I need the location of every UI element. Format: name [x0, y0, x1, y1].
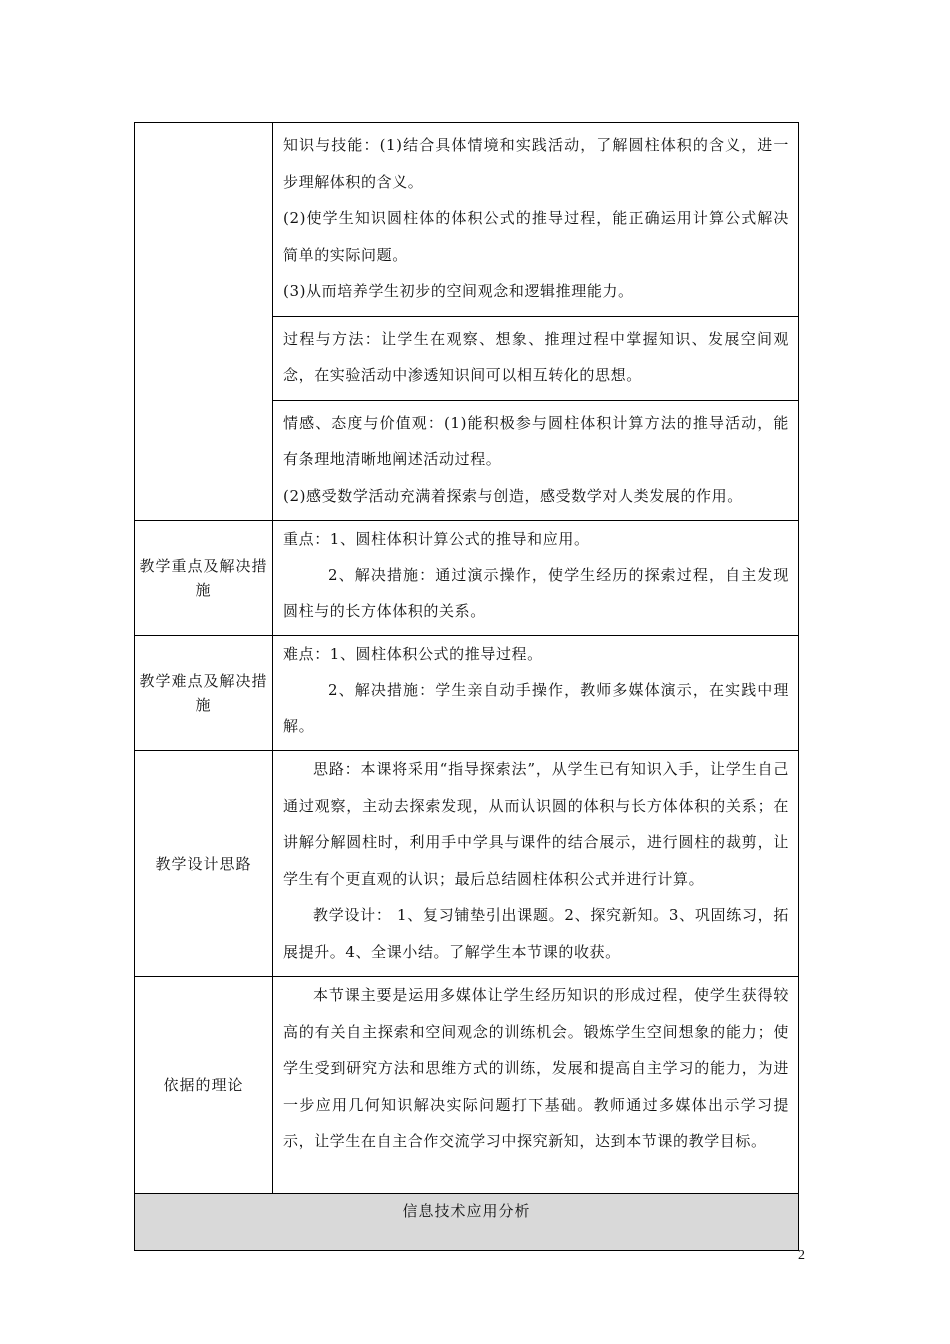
theory-row [135, 977, 799, 1194]
knowledge-skills-cell [273, 123, 799, 317]
difficulties-row [135, 636, 799, 751]
difficulty-line-1: 难点：1、圆柱体积公式的推导过程。 [283, 645, 543, 663]
info-tech-analysis-header: 信息技术应用分析 [135, 1194, 799, 1251]
knowledge-line-1: 知识与技能：(1)结合具体情境和实践活动，了解圆柱体积的含义，进一步理解体积的含义。 [283, 136, 789, 191]
difficulty-line-2: 2、解决措施：学生亲自动手操作，教师多媒体演示，在实践中理解。 [283, 681, 789, 735]
emotion-line-2: (2)感受数学活动充满着探索与创造，感受数学对人类发展的作用。 [283, 486, 743, 505]
design-steps-text: 教学设计： 1、复习铺垫引出课题。2、探究新知。3、巩固练习，拓展提升。4、全课小结。了解学生本节课的收获。 [283, 906, 789, 961]
objectives-knowledge-row [135, 123, 799, 317]
key-points-cell [273, 521, 799, 636]
key-points-row [135, 521, 799, 636]
design-cell [273, 751, 799, 977]
design-idea-text: 思路：本课将采用“指导探索法”，从学生已有知识入手，让学生自己通过观察，主动去探索发现，从而认识圆的体积与长方体体积的关系；在讲解分解圆柱时，利用手中学具与课件的结合展示，进行圆柱的裁剪，让学生有个更直观的认识；最后总结圆柱体积公式并进行计算。 [283, 760, 789, 888]
difficulties-cell [273, 636, 799, 751]
key-points-label: 教学重点及解决措施 [135, 521, 273, 636]
emotion-attitude-cell [273, 400, 799, 521]
process-methods-cell [273, 316, 799, 400]
lesson-plan-table [134, 122, 799, 1251]
emotion-line-1: 情感、态度与价值观：(1)能积极参与圆柱体积计算方法的推导活动，能有条理地清晰地阐述活动过程。 [283, 413, 789, 468]
knowledge-line-2: (2)使学生知识圆柱体的体积公式的推导过程，能正确运用计算公式解决简单的实际问题。 [283, 209, 789, 264]
theory-text: 本节课主要是运用多媒体让学生经历知识的形成过程，使学生获得较高的有关自主探索和空间观念的训练机会。锻炼学生空间想象的能力；使学生受到研究方法和思维方式的训练，发展和提高自主学习的能力，为进一步应用几何知识解决实际问题打下基础。教师通过多媒体出示学习提示，让学生在自主合作交流学习中探究新知，达到本节课的教学目标。 [283, 986, 789, 1150]
objectives-label-cell [135, 123, 273, 521]
theory-cell [273, 977, 799, 1194]
page-number: 2 [798, 1248, 805, 1263]
process-text: 过程与方法：让学生在观察、想象、推理过程中掌握知识、发展空间观念，在实验活动中渗透知识间可以相互转化的思想。 [283, 329, 789, 384]
footer-row [135, 1194, 799, 1251]
difficulties-label: 教学难点及解决措施 [135, 636, 273, 751]
key-point-line-1: 重点：1、圆柱体积计算公式的推导和应用。 [283, 530, 590, 548]
design-row [135, 751, 799, 977]
key-point-line-2: 2、解决措施：通过演示操作，使学生经历的探索过程，自主发现圆柱与的长方体体积的关系。 [283, 566, 789, 620]
design-label: 教学设计思路 [135, 751, 273, 977]
knowledge-line-3: (3)从而培养学生初步的空间观念和逻辑推理能力。 [283, 282, 634, 300]
theory-label: 依据的理论 [135, 977, 273, 1194]
